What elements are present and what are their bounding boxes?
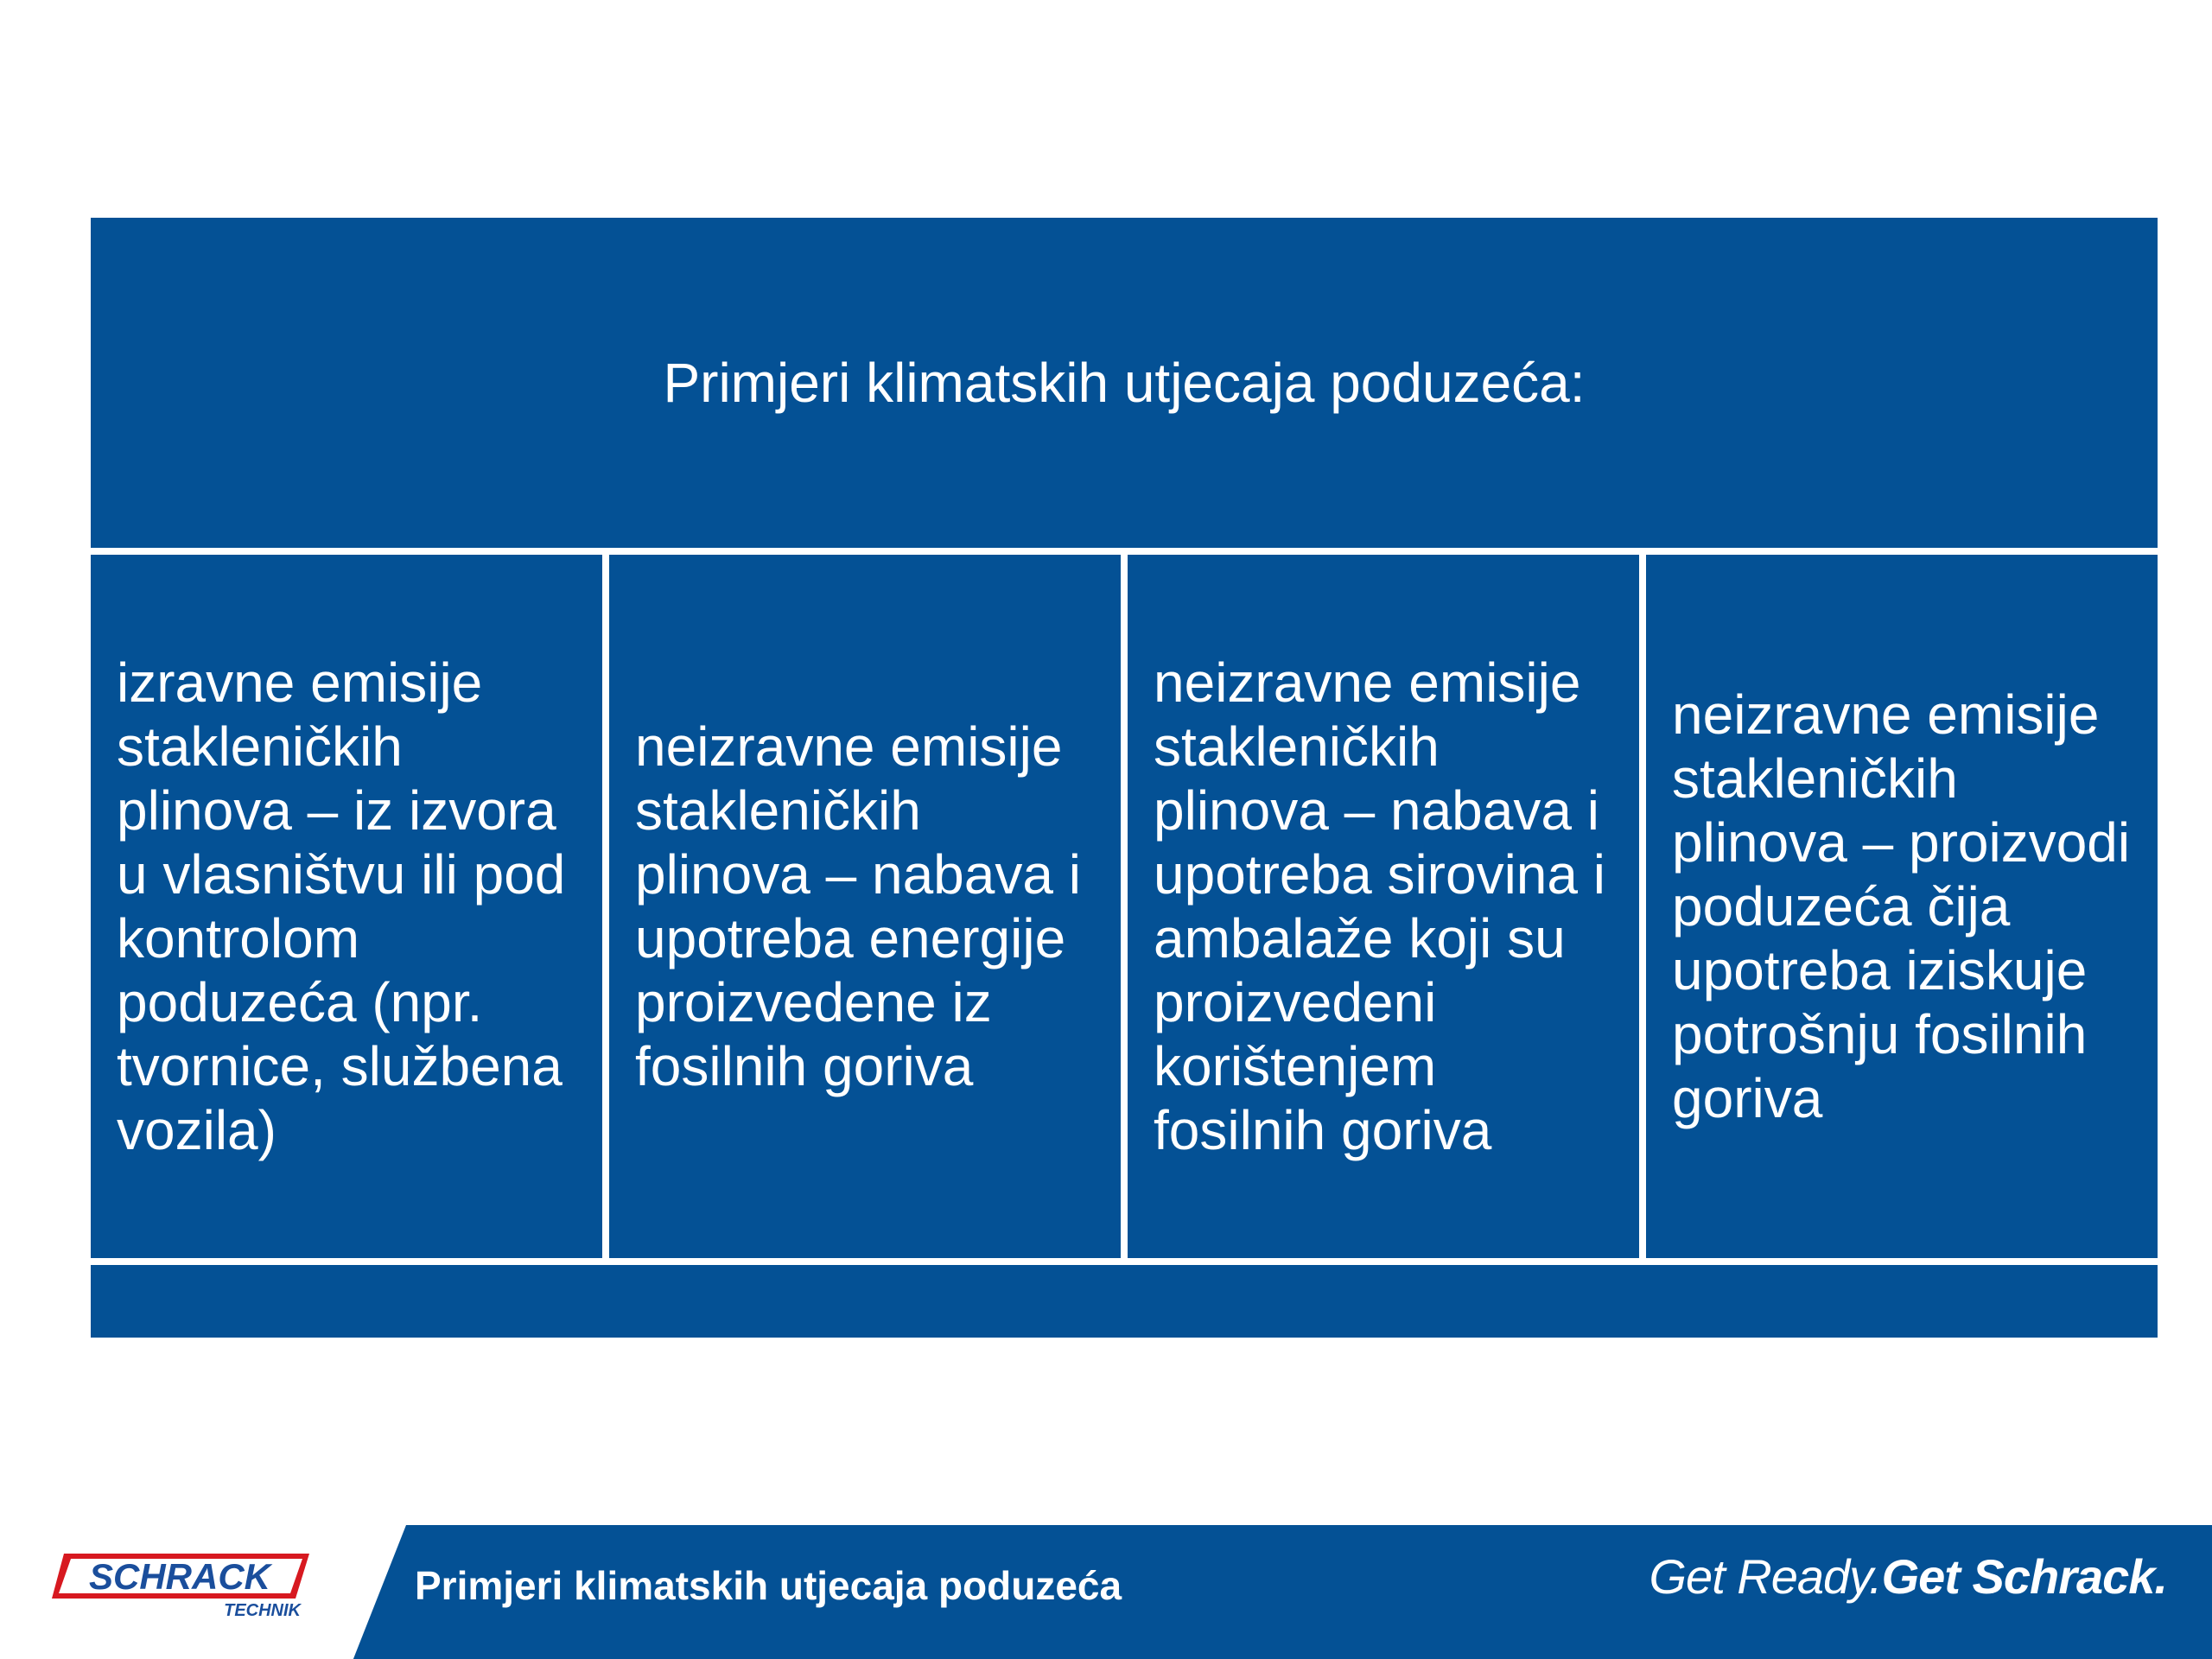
slogan	[1649, 1548, 2167, 1605]
slogan-light: Get Ready.	[1649, 1549, 1882, 1604]
cell-text: neizravne emisije stakleničkih plinova – nabava i upotreba sirovina i ambalaže koji su proizvedeni korištenjem fosilnih goriva	[1154, 652, 1605, 1161]
schrack-logo	[50, 1547, 318, 1624]
table-cell-energy-emissions	[609, 555, 1121, 1258]
table-cell-direct-emissions	[91, 555, 602, 1258]
table-header	[91, 218, 2158, 548]
logo-sub-text: TECHNIK	[224, 1601, 301, 1620]
table-footer-row	[91, 1265, 2158, 1338]
cell-text: izravne emisije stakleničkih plinova – iz izvora u vlasništvu ili pod kontrolom poduzeća (npr. tvornice, službena vozila)	[117, 652, 566, 1161]
cell-text: neizravne emisije stakleničkih plinova – nabava i upotreba energije proizvedene iz fosilnih goriva	[635, 715, 1081, 1097]
slogan-bold: Get Schrack.	[1881, 1549, 2167, 1604]
footer-title: Primjeri klimatskih utjecaja poduzeća	[415, 1563, 1122, 1608]
impact-table	[91, 218, 2158, 1338]
table-cell-product-emissions	[1646, 555, 2158, 1258]
table-cell-materials-emissions	[1128, 555, 1639, 1258]
table-header-text: Primjeri klimatskih utjecaja poduzeća:	[663, 352, 1586, 414]
cell-text: neizravne emisije stakleničkih plinova – proizvodi poduzeća čija upotreba iziskuje potrošnju fosilnih goriva	[1672, 683, 2131, 1129]
logo-main-text: SCHRACK	[89, 1556, 270, 1597]
